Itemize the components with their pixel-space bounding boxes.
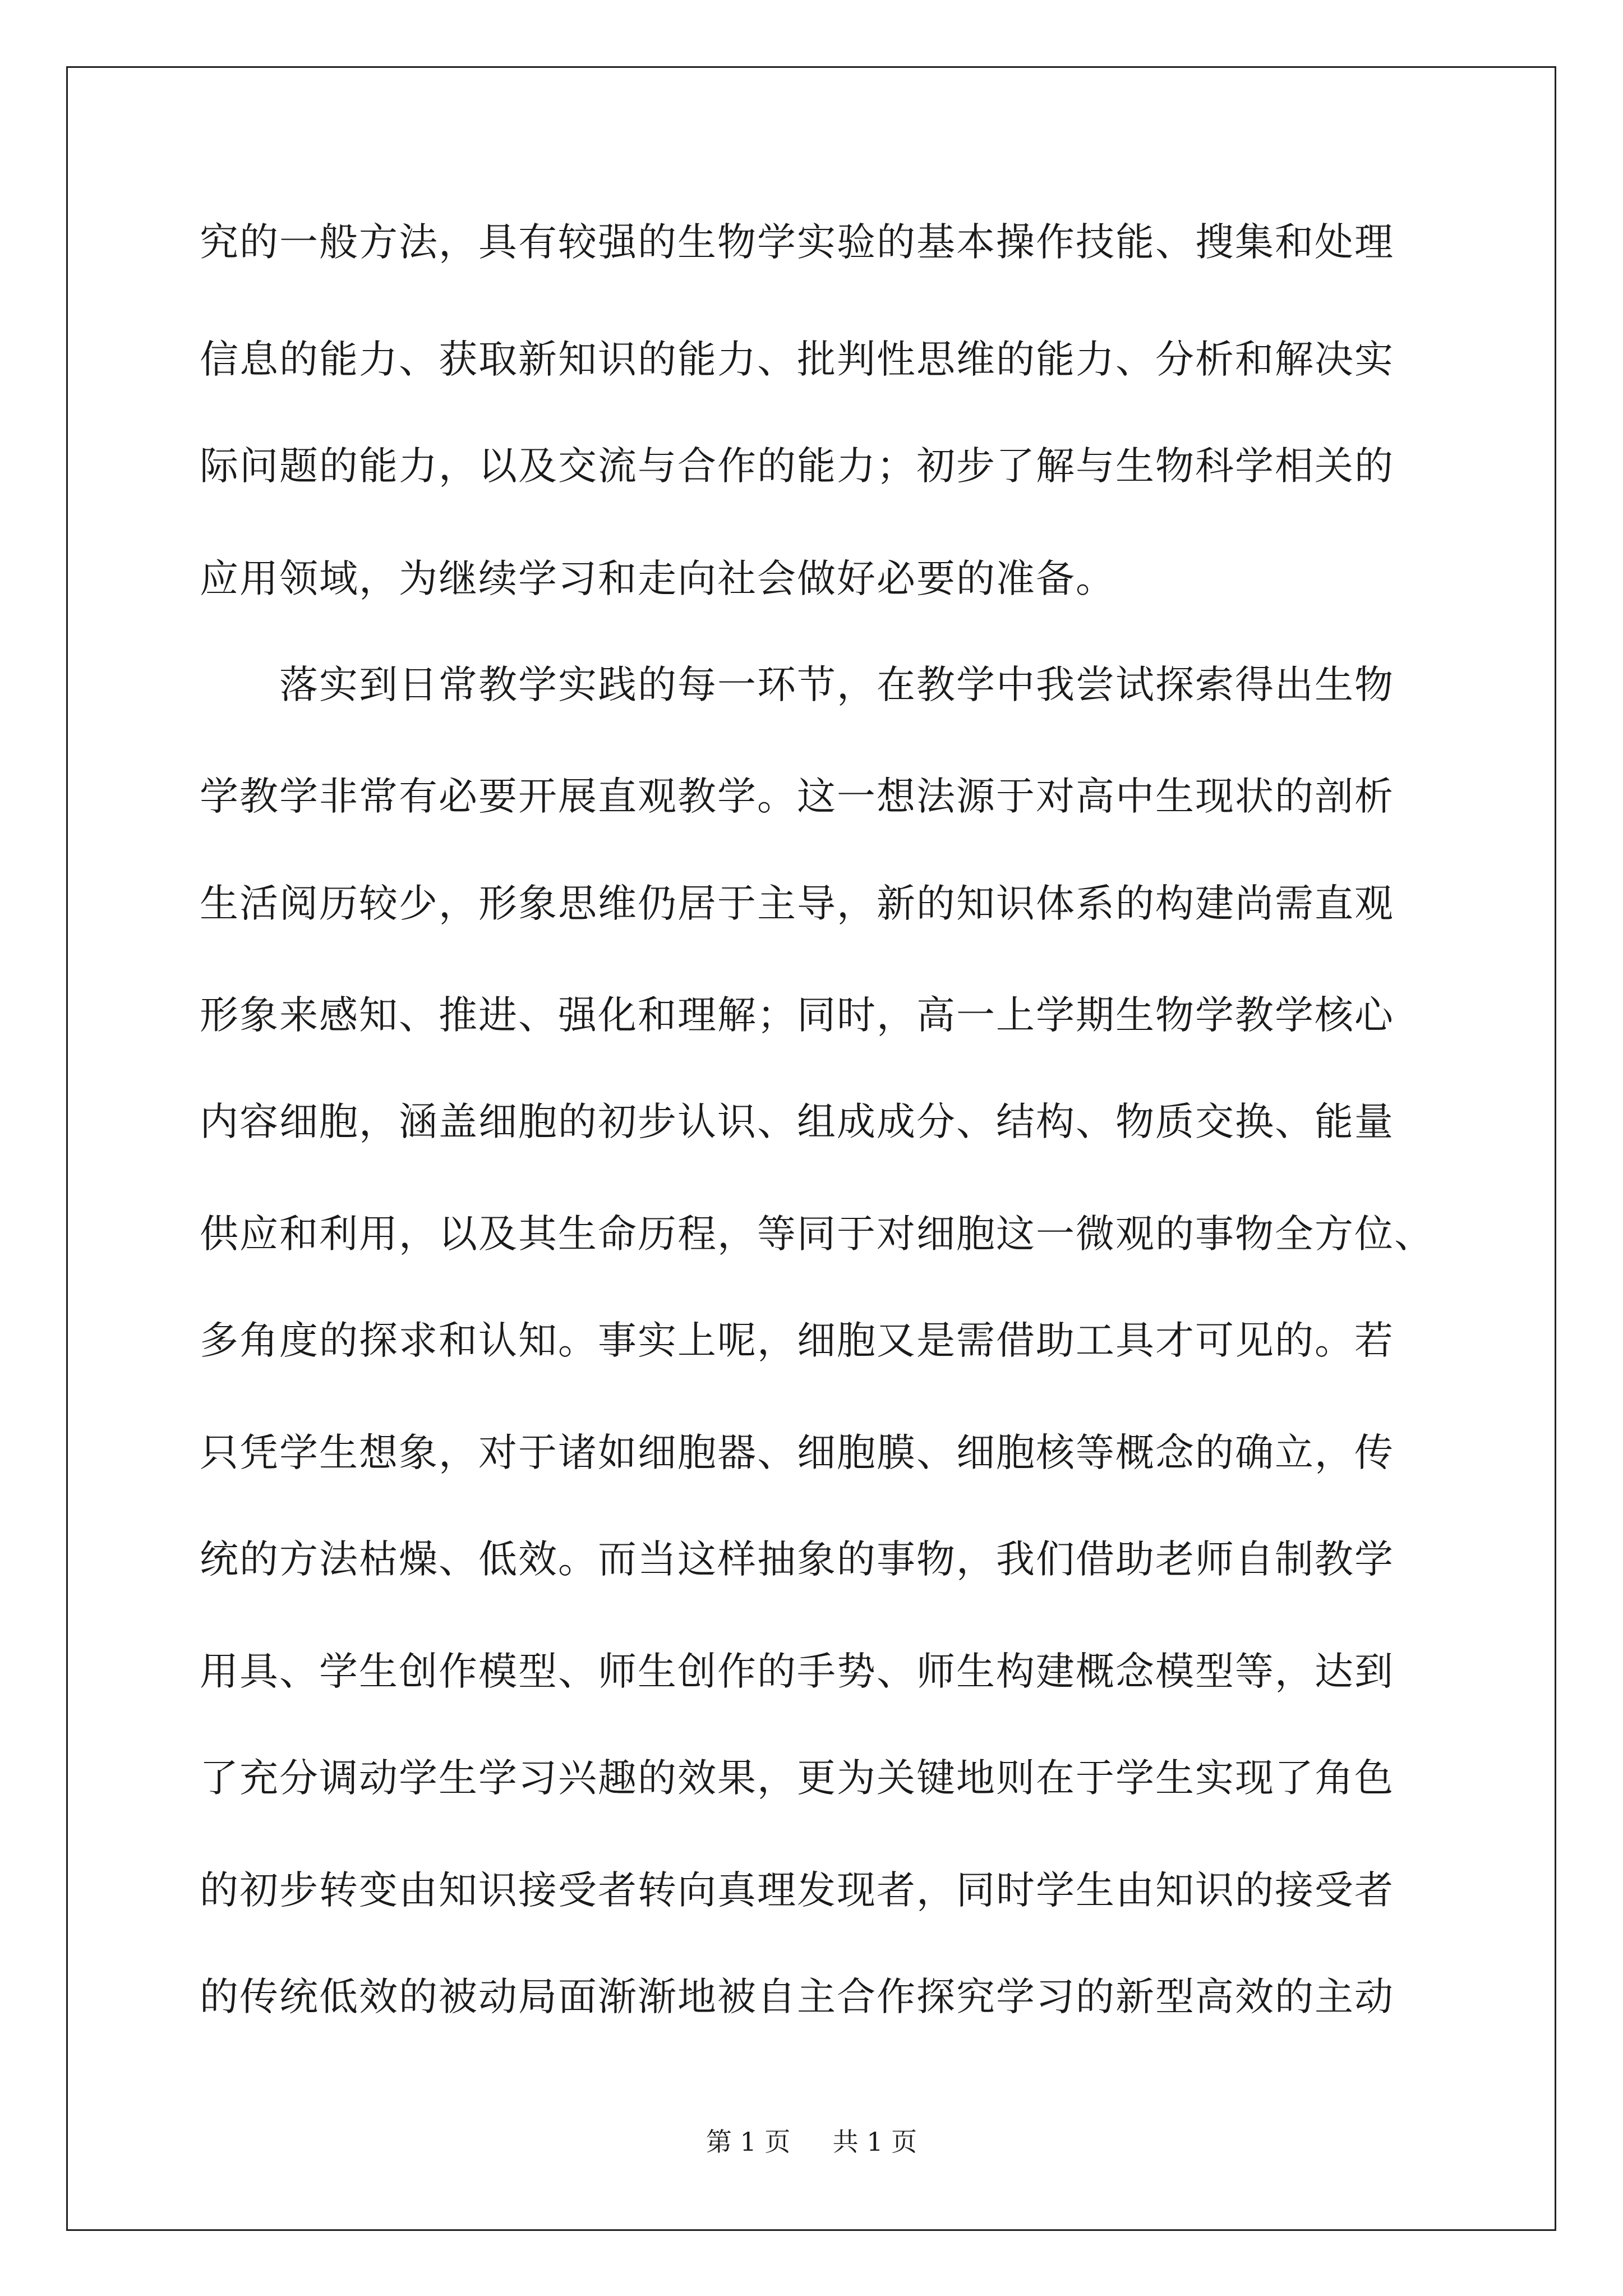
paragraph-line: 的传统低效的被动局面渐渐地被自主合作探究学习的新型高效的主动 <box>200 1975 1394 2019</box>
paragraph-line: 究的一般方法，具有较强的生物学实验的基本操作技能、搜集和处理 <box>200 220 1394 265</box>
paragraph-line: 多角度的探求和认知。事实上呢，细胞又是需借助工具才可见的。若 <box>200 1318 1394 1363</box>
paragraph-line: 了充分调动学生学习兴趣的效果，更为关键地则在于学生实现了角色 <box>200 1756 1394 1801</box>
paragraph-line: 形象来感知、推进、强化和理解；同时，高一上学期生物学教学核心 <box>200 993 1394 1038</box>
paragraph-line: 际问题的能力，以及交流与合作的能力；初步了解与生物科学相关的 <box>200 444 1394 489</box>
paragraph-line: 落实到日常教学实践的每一环节，在教学中我尝试探索得出生物 <box>279 662 1394 707</box>
paragraph-line: 统的方法枯燥、低效。而当这样抽象的事物，我们借助老师自制教学 <box>200 1537 1394 1582</box>
paragraph-line: 供应和利用，以及其生命历程，等同于对细胞这一微观的事物全方位、 <box>200 1212 1434 1257</box>
paragraph-line: 信息的能力、获取新知识的能力、批判性思维的能力、分析和解决实 <box>200 337 1394 382</box>
paragraph-line: 学教学非常有必要开展直观教学。这一想法源于对高中生现状的剖析 <box>200 774 1394 819</box>
page-footer <box>0 2126 1623 2157</box>
page-number-total: 共 1 页 <box>832 2127 917 2157</box>
paragraph-line: 内容细胞，涵盖细胞的初步认识、组成成分、结构、物质交换、能量 <box>200 1099 1394 1144</box>
paragraph-line: 生活阅历较少，形象思维仍居于主导，新的知识体系的构建尚需直观 <box>200 881 1394 926</box>
paragraph-line: 用具、学生创作模型、师生创作的手势、师生构建概念模型等，达到 <box>200 1649 1394 1694</box>
paragraph-line: 的初步转变由知识接受者转向真理发现者，同时学生由知识的接受者 <box>200 1868 1394 1913</box>
paragraph-line: 只凭学生想象，对于诸如细胞器、细胞膜、细胞核等概念的确立，传 <box>200 1430 1394 1475</box>
paragraph-line: 应用领域，为继续学习和走向社会做好必要的准备。 <box>200 556 1115 601</box>
page-number-current: 第 1 页 <box>706 2127 791 2157</box>
